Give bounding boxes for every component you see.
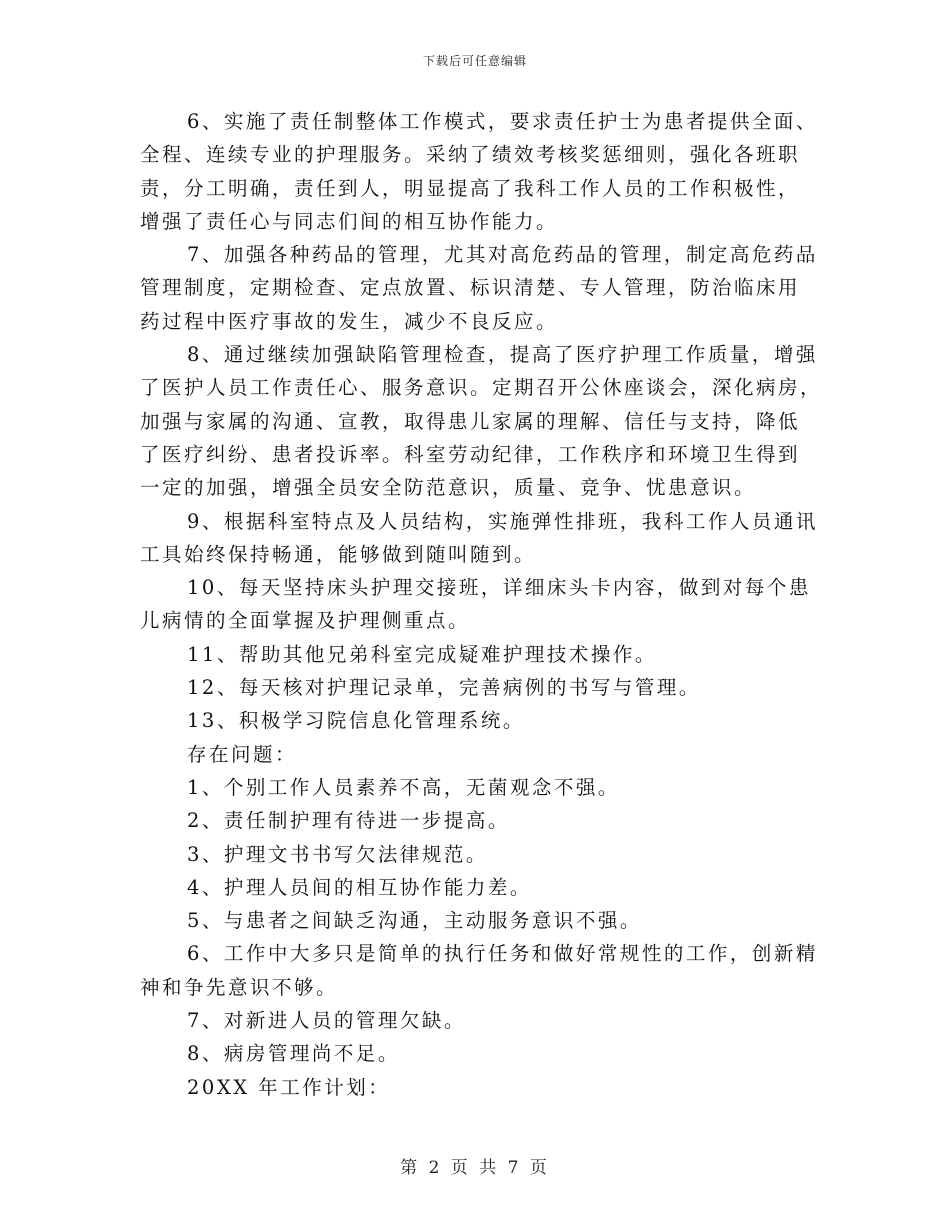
paragraph-line: 4、护理人员间的相互协作能力差。 [187, 875, 532, 899]
paragraph-line: 管理制度，定期检查、定点放置、标识清楚、专人管理，防治临床用 [140, 276, 801, 300]
document-body [140, 105, 823, 1104]
section-heading-problems [140, 738, 820, 771]
problem-item-2 [140, 804, 820, 837]
paragraph-line: 儿病情的全面掌握及护理侧重点。 [140, 609, 471, 633]
paragraph-item-8 [140, 338, 823, 504]
paragraph-line: 加强与家属的沟通、宣教，取得患儿家属的理解、信任与支持，降低 [140, 409, 801, 433]
section-heading-work-plan [140, 1071, 820, 1104]
paragraph-line: 药过程中医疗事故的发生，减少不良反应。 [140, 309, 559, 333]
paragraph-line: 11、帮助其他兄弟科室完成疑难护理技术操作。 [187, 642, 657, 666]
paragraph-line: 一定的加强，增强全员安全防范意识，质量、竞争、忧患意识。 [140, 476, 757, 500]
problem-item-1 [140, 771, 820, 804]
paragraph-line: 8、病房管理尚不足。 [187, 1042, 400, 1066]
paragraph-item-7 [140, 238, 820, 338]
paragraph-line: 神和争先意识不够。 [140, 975, 339, 999]
problem-item-3 [140, 838, 820, 871]
problem-item-7 [140, 1004, 820, 1037]
paragraph-line: 2、责任制护理有待进一步提高。 [187, 809, 510, 833]
paragraph-line: 3、护理文书书写欠法律规范。 [187, 842, 488, 866]
paragraph-line: 6、工作中大多只是简单的执行任务和做好常规性的工作，创新精 [187, 942, 818, 966]
paragraph-item-9 [140, 505, 820, 572]
problem-item-8 [140, 1037, 820, 1070]
paragraph-line: 增强了责任心与同志们间的相互协作能力。 [140, 209, 559, 233]
paragraph-line: 了医疗纠纷、患者投诉率。科室劳动纪律，工作秩序和环境卫生得到 [140, 442, 801, 466]
paragraph-line: 责，分工明确，责任到人，明显提高了我科工作人员的工作积极性， [140, 176, 801, 200]
section-heading-text: 20XX 年工作计划： [187, 1075, 391, 1099]
paragraph-item-10 [140, 571, 820, 638]
section-heading-text: 存在问题： [187, 742, 298, 766]
paragraph-item-12 [140, 671, 820, 704]
paragraph-line: 6、实施了责任制整体工作模式，要求责任护士为患者提供全面、 [187, 110, 818, 133]
paragraph-line: 7、加强各种药品的管理，尤其对高危药品的管理，制定高危药品 [187, 243, 818, 267]
problem-item-4 [140, 871, 820, 904]
problem-item-6 [140, 937, 820, 1004]
paragraph-line: 了医护人员工作责任心、服务意识。定期召开公休座谈会，深化病房， [140, 376, 823, 400]
paragraph-line: 全程、连续专业的护理服务。采纳了绩效考核奖惩细则，强化各班职 [140, 143, 801, 167]
paragraph-line: 12、每天核对护理记录单，完善病例的书写与管理。 [187, 676, 701, 700]
paragraph-line: 8、通过继续加强缺陷管理检查，提高了医疗护理工作质量，增强 [187, 343, 818, 367]
paragraph-item-6 [140, 105, 820, 238]
paragraph-line: 1、个别工作人员素养不高，无菌观念不强。 [187, 775, 620, 799]
paragraph-line: 工具始终保持畅通，能够做到随叫随到。 [140, 542, 537, 566]
paragraph-line: 7、对新进人员的管理欠缺。 [187, 1009, 466, 1033]
page-header: 下载后可任意编辑 [422, 54, 527, 68]
paragraph-line: 10、每天坚持床头护理交接班，详细床头卡内容，做到对每个患 [187, 576, 811, 600]
problem-item-5 [140, 904, 820, 937]
page-number-footer: 第 2 页 共 7 页 [400, 1158, 550, 1178]
paragraph-line: 13、积极学习院信息化管理系统。 [187, 709, 525, 733]
paragraph-line: 5、与患者之间缺乏沟通，主动服务意识不强。 [187, 909, 642, 933]
paragraph-line: 9、根据科室特点及人员结构，实施弹性排班，我科工作人员通讯 [187, 509, 818, 533]
paragraph-item-11 [140, 638, 820, 671]
paragraph-item-13 [140, 704, 820, 737]
